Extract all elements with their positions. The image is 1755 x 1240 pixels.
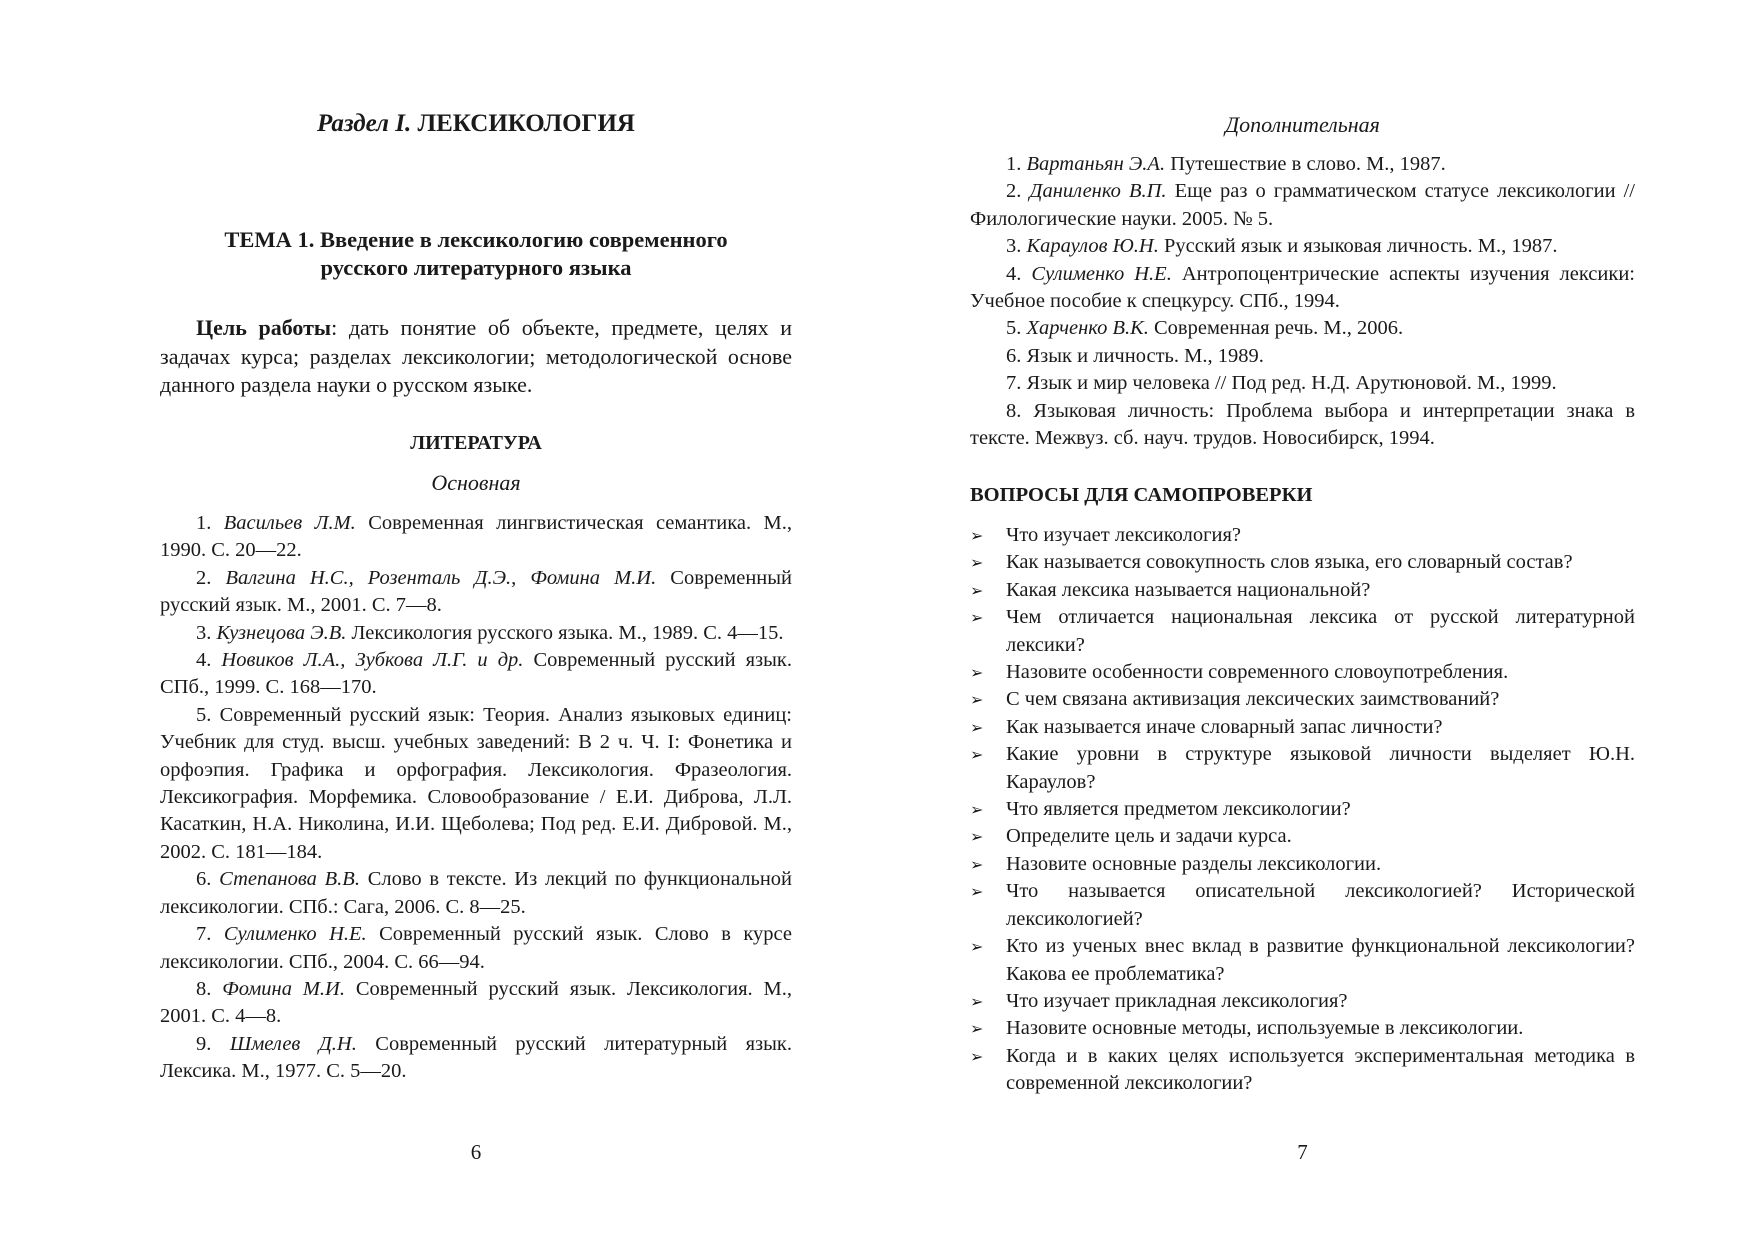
- main-literature-subheading: Основная: [431, 470, 521, 495]
- reference-text: Антропоцентрические аспекты изучения лексики: Учебное пособие к спецкурсу. СПб., 1994.: [970, 262, 1636, 313]
- question-text: Что изучает прикладная лексикология?: [1006, 989, 1348, 1012]
- reference-item: [160, 702, 792, 866]
- reference-number: 8.: [196, 977, 223, 1000]
- reference-number: 3.: [196, 621, 217, 644]
- question-text: С чем связана активизация лексических заимствований?: [1006, 688, 1500, 711]
- question-item: [970, 988, 1635, 1015]
- arrow-bullet-icon: ➢: [970, 553, 984, 573]
- reference-number: 8.: [1006, 399, 1034, 422]
- question-item: [970, 604, 1635, 659]
- question-item: [970, 851, 1635, 878]
- reference-item: [160, 510, 792, 565]
- question-text: Назовите основные разделы лексикологии.: [1006, 852, 1382, 875]
- reference-item: [160, 565, 792, 620]
- reference-item: [970, 370, 1635, 397]
- questions-heading: ВОПРОСЫ ДЛЯ САМОПРОВЕРКИ: [970, 484, 1313, 506]
- questions-list: [970, 522, 1635, 1098]
- reference-number: 1.: [196, 512, 224, 534]
- page-number: 7: [1297, 1140, 1308, 1164]
- arrow-bullet-icon: ➢: [970, 580, 984, 600]
- arrow-bullet-icon: ➢: [970, 745, 984, 765]
- reference-text: Язык и мир человека // Под ред. Н.Д. Арутюновой. М., 1999.: [1026, 372, 1557, 395]
- arrow-bullet-icon: ➢: [970, 608, 984, 628]
- reference-item: [160, 976, 792, 1031]
- reference-author: Даниленко В.П.: [1029, 180, 1167, 203]
- reference-item: [970, 261, 1635, 316]
- reference-item: [160, 647, 792, 702]
- arrow-bullet-icon: ➢: [970, 663, 984, 683]
- arrow-bullet-icon: ➢: [970, 526, 984, 545]
- reference-item: [970, 151, 1635, 178]
- question-text: Как называется иначе словарный запас личности?: [1006, 715, 1443, 738]
- question-text: Что изучает лексикология?: [1006, 524, 1241, 546]
- reference-text: Путешествие в слово. М., 1987.: [1165, 153, 1446, 175]
- reference-number: 5.: [196, 703, 220, 726]
- question-item: [970, 1015, 1635, 1042]
- reference-author: Сулименко Н.Е.: [1031, 262, 1172, 285]
- reference-number: 9.: [196, 1032, 230, 1055]
- section-title: [160, 110, 792, 138]
- arrow-bullet-icon: ➢: [970, 937, 984, 957]
- reference-text: Еще раз о грамматическом статусе лексикологии // Филологические науки. 2005. № 5.: [970, 180, 1635, 230]
- arrow-bullet-icon: ➢: [970, 690, 984, 710]
- reference-item: [160, 620, 792, 647]
- goal-paragraph: [160, 314, 792, 400]
- main-reference-list: [160, 510, 792, 1086]
- question-text: Назовите основные методы, используемые в лексикологии.: [1006, 1017, 1524, 1040]
- question-item: [970, 741, 1635, 796]
- reference-text: Современный русский язык. Лексикология. М., 2001. С. 4—8.: [160, 977, 793, 1028]
- reference-text: Современный русский язык. СПб., 1999. С. 168—170.: [160, 649, 792, 699]
- reference-text: Современная речь. М., 2006.: [1148, 317, 1404, 340]
- question-text: Когда и в каких целях используется экспериментальная методика в современной лексикологии?: [1006, 1044, 1635, 1095]
- reference-author: Кузнецова Э.В.: [216, 621, 347, 644]
- question-item: [970, 878, 1635, 933]
- reference-number: 1.: [1006, 153, 1027, 175]
- reference-text: Современный русский язык. Слово в курсе лексикологии. СПб., 2004. С. 66—94.: [160, 923, 792, 973]
- page-number: 6: [470, 1140, 482, 1164]
- reference-author: Вартаньян Э.А.: [1026, 153, 1166, 175]
- arrow-bullet-icon: ➢: [970, 827, 984, 847]
- reference-author: Новиков Л.А., Зубкова Л.Г. и др.: [221, 649, 524, 672]
- question-text: Какая лексика называется национальной?: [1006, 578, 1371, 601]
- reference-number: 6.: [1006, 344, 1027, 367]
- reference-text: Лексикология русского языка. М., 1989. С. 4—15.: [346, 621, 784, 644]
- arrow-bullet-icon: ➢: [970, 1046, 984, 1066]
- reference-item: [160, 1031, 792, 1086]
- reference-author: Валгина Н.С., Розенталь Д.Э., Фомина М.И.: [225, 566, 657, 589]
- question-text: Что называется описательной лексикологией? Исторической лексикологией?: [1006, 880, 1635, 930]
- literature-heading: ЛИТЕРАТУРА: [410, 432, 542, 454]
- question-text: Какие уровни в структуре языковой личности выделяет Ю.Н. Караулов?: [1006, 743, 1635, 793]
- question-text: Назовите особенности современного словоупотребления.: [1006, 661, 1509, 684]
- question-item: [970, 1043, 1635, 1098]
- question-item: [970, 659, 1635, 686]
- section-title-number: Раздел I.: [317, 110, 412, 137]
- goal-text: : дать понятие об объекте, предмете, целях и задачах курса; разделах лексикологии; методологической основе данного раздела науки о русском языке.: [160, 315, 793, 397]
- arrow-bullet-icon: ➢: [970, 717, 984, 737]
- reference-text: Современный русский язык. М., 2001. С. 7—8.: [160, 566, 792, 617]
- section-title-name: ЛЕКСИКОЛОГИЯ: [417, 110, 635, 137]
- reference-author: Харченко В.К.: [1026, 317, 1149, 340]
- reference-author: Степанова В.В.: [219, 868, 360, 891]
- arrow-bullet-icon: ➢: [970, 1019, 984, 1039]
- arrow-bullet-icon: ➢: [970, 854, 984, 874]
- reference-author: Васильев Л.М.: [223, 512, 356, 534]
- additional-literature-subheading: Дополнительная: [1225, 112, 1380, 137]
- reference-text: Слово в тексте. Из лекций по функциональной лексикологии. СПб.: Сага, 2006. С. 8—25.: [160, 868, 793, 918]
- reference-author: Караулов Ю.Н.: [1026, 235, 1159, 258]
- reference-number: 5.: [1006, 317, 1027, 340]
- reference-number: 7.: [196, 923, 224, 946]
- reference-number: 2.: [196, 566, 226, 589]
- reference-number: 7.: [1006, 372, 1027, 395]
- left-page: [160, 0, 792, 1240]
- question-item: [970, 933, 1635, 988]
- question-item: [970, 686, 1635, 713]
- goal-label: Цель работы: [196, 315, 332, 340]
- reference-text: Языковая личность: Проблема выбора и интерпретации знака в тексте. Межвуз. сб. науч. трудов. Новосибирск, 1994.: [970, 399, 1635, 450]
- reference-item: [970, 343, 1635, 370]
- reference-item: [160, 921, 792, 976]
- arrow-bullet-icon: ➢: [970, 991, 984, 1011]
- question-item: [970, 823, 1635, 850]
- arrow-bullet-icon: ➢: [970, 800, 984, 820]
- question-item: [970, 522, 1635, 549]
- right-page: [970, 0, 1635, 1240]
- reference-number: 4.: [1006, 262, 1032, 285]
- question-text: Как называется совокупность слов языка, его словарный состав?: [1006, 551, 1573, 574]
- topic-title-line2: русского литературного языка: [320, 255, 632, 280]
- reference-number: 6.: [196, 868, 220, 891]
- question-item: [970, 714, 1635, 741]
- reference-text: Современный русский литературный язык. Лексика. М., 1977. С. 5—20.: [160, 1032, 792, 1083]
- topic-title-line1: ТЕМА 1. Введение в лексикологию современного: [224, 227, 728, 252]
- reference-item: [970, 398, 1635, 453]
- reference-item: [970, 178, 1635, 233]
- additional-reference-list: [970, 151, 1635, 452]
- reference-text: Язык и личность. М., 1989.: [1026, 344, 1264, 367]
- question-item: [970, 549, 1635, 576]
- reference-item: [970, 315, 1635, 342]
- arrow-bullet-icon: ➢: [970, 882, 984, 902]
- reference-author: Фомина М.И.: [222, 977, 345, 1000]
- reference-item: [970, 233, 1635, 260]
- reference-number: 3.: [1006, 235, 1027, 258]
- question-text: Кто из ученых внес вклад в развитие функциональной лексикологии? Какова ее проблематика?: [1006, 935, 1635, 985]
- reference-text: Русский язык и языковая личность. М., 1987.: [1158, 235, 1558, 258]
- topic-title: [160, 226, 792, 282]
- reference-number: 2.: [1006, 180, 1030, 203]
- reference-author: Сулименко Н.Е.: [223, 923, 367, 946]
- question-text: Чем отличается национальная лексика от русской литературной лексики?: [1006, 606, 1635, 656]
- reference-text: Современная лингвистическая семантика. М., 1990. С. 20—22.: [160, 512, 792, 562]
- reference-item: [160, 866, 792, 921]
- reference-author: Шмелев Д.Н.: [229, 1032, 357, 1055]
- question-item: [970, 796, 1635, 823]
- question-item: [970, 577, 1635, 604]
- reference-number: 4.: [196, 649, 222, 672]
- question-text: Что является предметом лексикологии?: [1006, 798, 1351, 821]
- question-text: Определите цель и задачи курса.: [1006, 825, 1292, 848]
- reference-text: Современный русский язык: Теория. Анализ языковых единиц: Учебник для студ. высш. учебных заведений: В 2 ч. Ч. I: Фонетика и орфоэпия. Графика и орфография. Лексикология. Фразеология. Лексикография. Морфемика. Словообразование / Е.И. Диброва, Л.Л. Касаткин, Н.А. Николина, И.И. Щеболева; Под ред. Е.И. Дибровой. М., 2002. С. 181—184.: [160, 703, 792, 863]
